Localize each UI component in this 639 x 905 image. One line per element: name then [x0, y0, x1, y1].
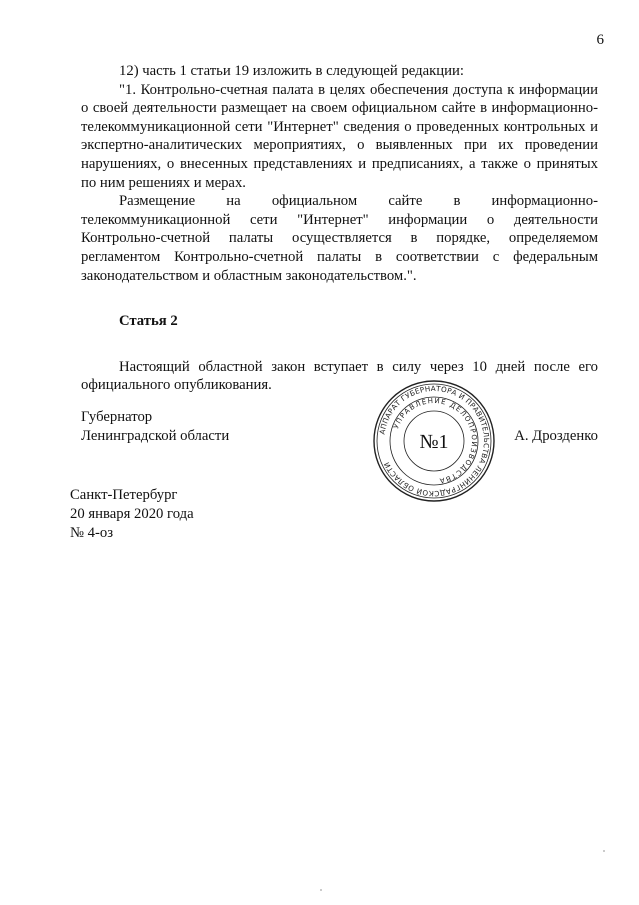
official-seal — [371, 378, 497, 504]
page-number: 6 — [596, 32, 604, 48]
seal-number: №1 — [419, 431, 449, 453]
paragraph-amendment-intro: 12) часть 1 статьи 19 изложить в следующей редакции: — [119, 63, 464, 79]
document-body — [81, 62, 598, 395]
seal-outer-text: АППАРАТ ГУБЕРНАТОРА И ПРАВИТЕЛЬСТВА ЛЕНИНГРАДСКОЙ ОБЛАСТИ — [377, 383, 492, 499]
paragraph-entry-into-force: Настоящий областной закон вступает в силу через 10 дней после его официального опубликования. — [81, 358, 598, 394]
seal-inner-text: УПРАВЛЕНИЕ ДЕЛОПРОИЗВОДСТВА — [392, 396, 479, 485]
scan-speck — [320, 889, 322, 891]
scan-speck — [603, 850, 605, 852]
signature-title — [81, 408, 229, 446]
article-heading: Статья 2 — [119, 313, 178, 330]
footer-city: Санкт-Петербург — [70, 487, 178, 503]
paragraph-placement: Размещение на официальном сайте в информационно-телекоммуникационной сети "Интернет" информации о деятельности Контрольно-счетной палаты осуществляется в порядке, определяемом регламентом Контрольно-счетной палаты в соответствии с федеральным законодательством и областным законодательством.". — [81, 193, 598, 284]
paragraph-amendment-text: "1. Контрольно-счетная палата в целях обеспечения доступа к информации о своей деятельности размещает на своем официальном сайте в информационно-телекоммуникационной сети "Интернет" сведения о проведенных контрольных и экспертно-аналитических мероприятиях, о выявленных при их проведении нарушениях, о внесенных представлениях и предписаниях, а также о принятых по ним решениях и мерах. — [81, 81, 598, 191]
footer-law-number: № 4-оз — [70, 525, 114, 541]
document-footer — [70, 486, 194, 543]
signer-name: А. Дрозденко — [514, 428, 598, 444]
footer-date: 20 января 2020 года — [70, 506, 194, 522]
signature-title-line2: Ленинградской области — [81, 428, 230, 444]
signature-title-line1: Губернатор — [81, 409, 153, 425]
